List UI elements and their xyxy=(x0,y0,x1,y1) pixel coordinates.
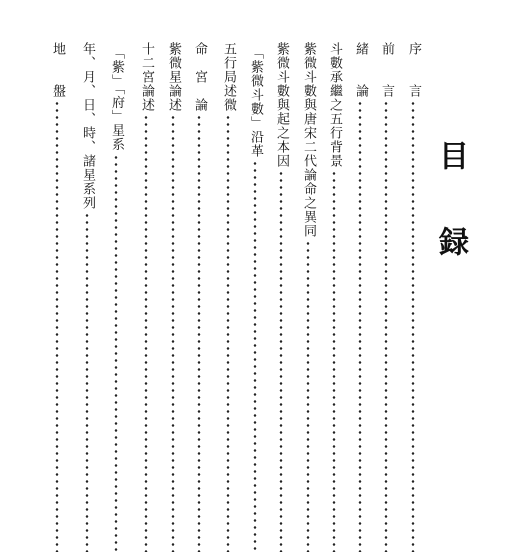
toc-entry-label: 紫微斗數與唐宋二代論命之異同 xyxy=(301,42,316,238)
toc-entry-history[interactable] xyxy=(246,42,264,552)
leader-dots xyxy=(358,100,362,552)
leader-dots xyxy=(85,212,89,552)
leader-dots xyxy=(332,170,336,552)
leader-dots xyxy=(171,114,175,552)
toc-entry-tang-song-comparison[interactable] xyxy=(299,42,317,552)
toc-entry-five-elements-background[interactable] xyxy=(325,42,343,552)
leader-dots xyxy=(411,100,415,552)
leader-dots xyxy=(306,240,310,552)
toc-entry-foreword[interactable] xyxy=(377,42,395,552)
toc-title: 目録 xyxy=(433,140,468,312)
leader-dots xyxy=(226,114,230,552)
toc-entry-five-element-bureau[interactable] xyxy=(219,42,237,552)
toc-entry-label: 五行局述微 xyxy=(221,42,236,112)
leader-dots xyxy=(55,100,59,552)
toc-entry-label: 前 言 xyxy=(379,42,394,98)
toc-entry-origin[interactable] xyxy=(272,42,290,552)
toc-entry-label: 序 言 xyxy=(406,42,421,98)
toc-entry-zi-fu-stars[interactable] xyxy=(107,42,125,552)
toc-entry-label: 緒 論 xyxy=(353,42,368,98)
toc-entry-star-series[interactable] xyxy=(78,42,96,552)
toc-entry-label: 地 盤 xyxy=(50,42,65,98)
leader-dots xyxy=(384,100,388,552)
toc-entry-earth-plate[interactable] xyxy=(48,42,66,552)
leader-dots xyxy=(144,114,148,552)
toc-entry-introduction[interactable] xyxy=(351,42,369,552)
toc-entry-label: 斗數承繼之五行背景 xyxy=(327,42,342,168)
leader-dots xyxy=(253,160,257,552)
toc-entry-label: 十二宮論述 xyxy=(139,42,154,112)
leader-dots xyxy=(279,170,283,552)
toc-entry-label: 紫微斗數與起之本因 xyxy=(274,42,289,168)
toc-entry-ziwei-star[interactable] xyxy=(164,42,182,552)
toc-entry-label: 紫微星論述 xyxy=(166,42,181,112)
toc-entry-label: 年、月、日、時、諸星系列 xyxy=(80,42,95,210)
leader-dots xyxy=(197,114,201,552)
toc-entry-label: 命 宮 論 xyxy=(192,42,207,112)
toc-entry-life-palace[interactable] xyxy=(190,42,208,552)
toc-entry-label: 「紫」「府」星系 xyxy=(109,46,124,152)
toc-entry-twelve-palaces[interactable] xyxy=(137,42,155,552)
toc-entry-label: 「紫微斗數」沿革 xyxy=(248,46,263,158)
toc-entry-preface[interactable] xyxy=(404,42,422,552)
leader-dots xyxy=(114,154,118,553)
